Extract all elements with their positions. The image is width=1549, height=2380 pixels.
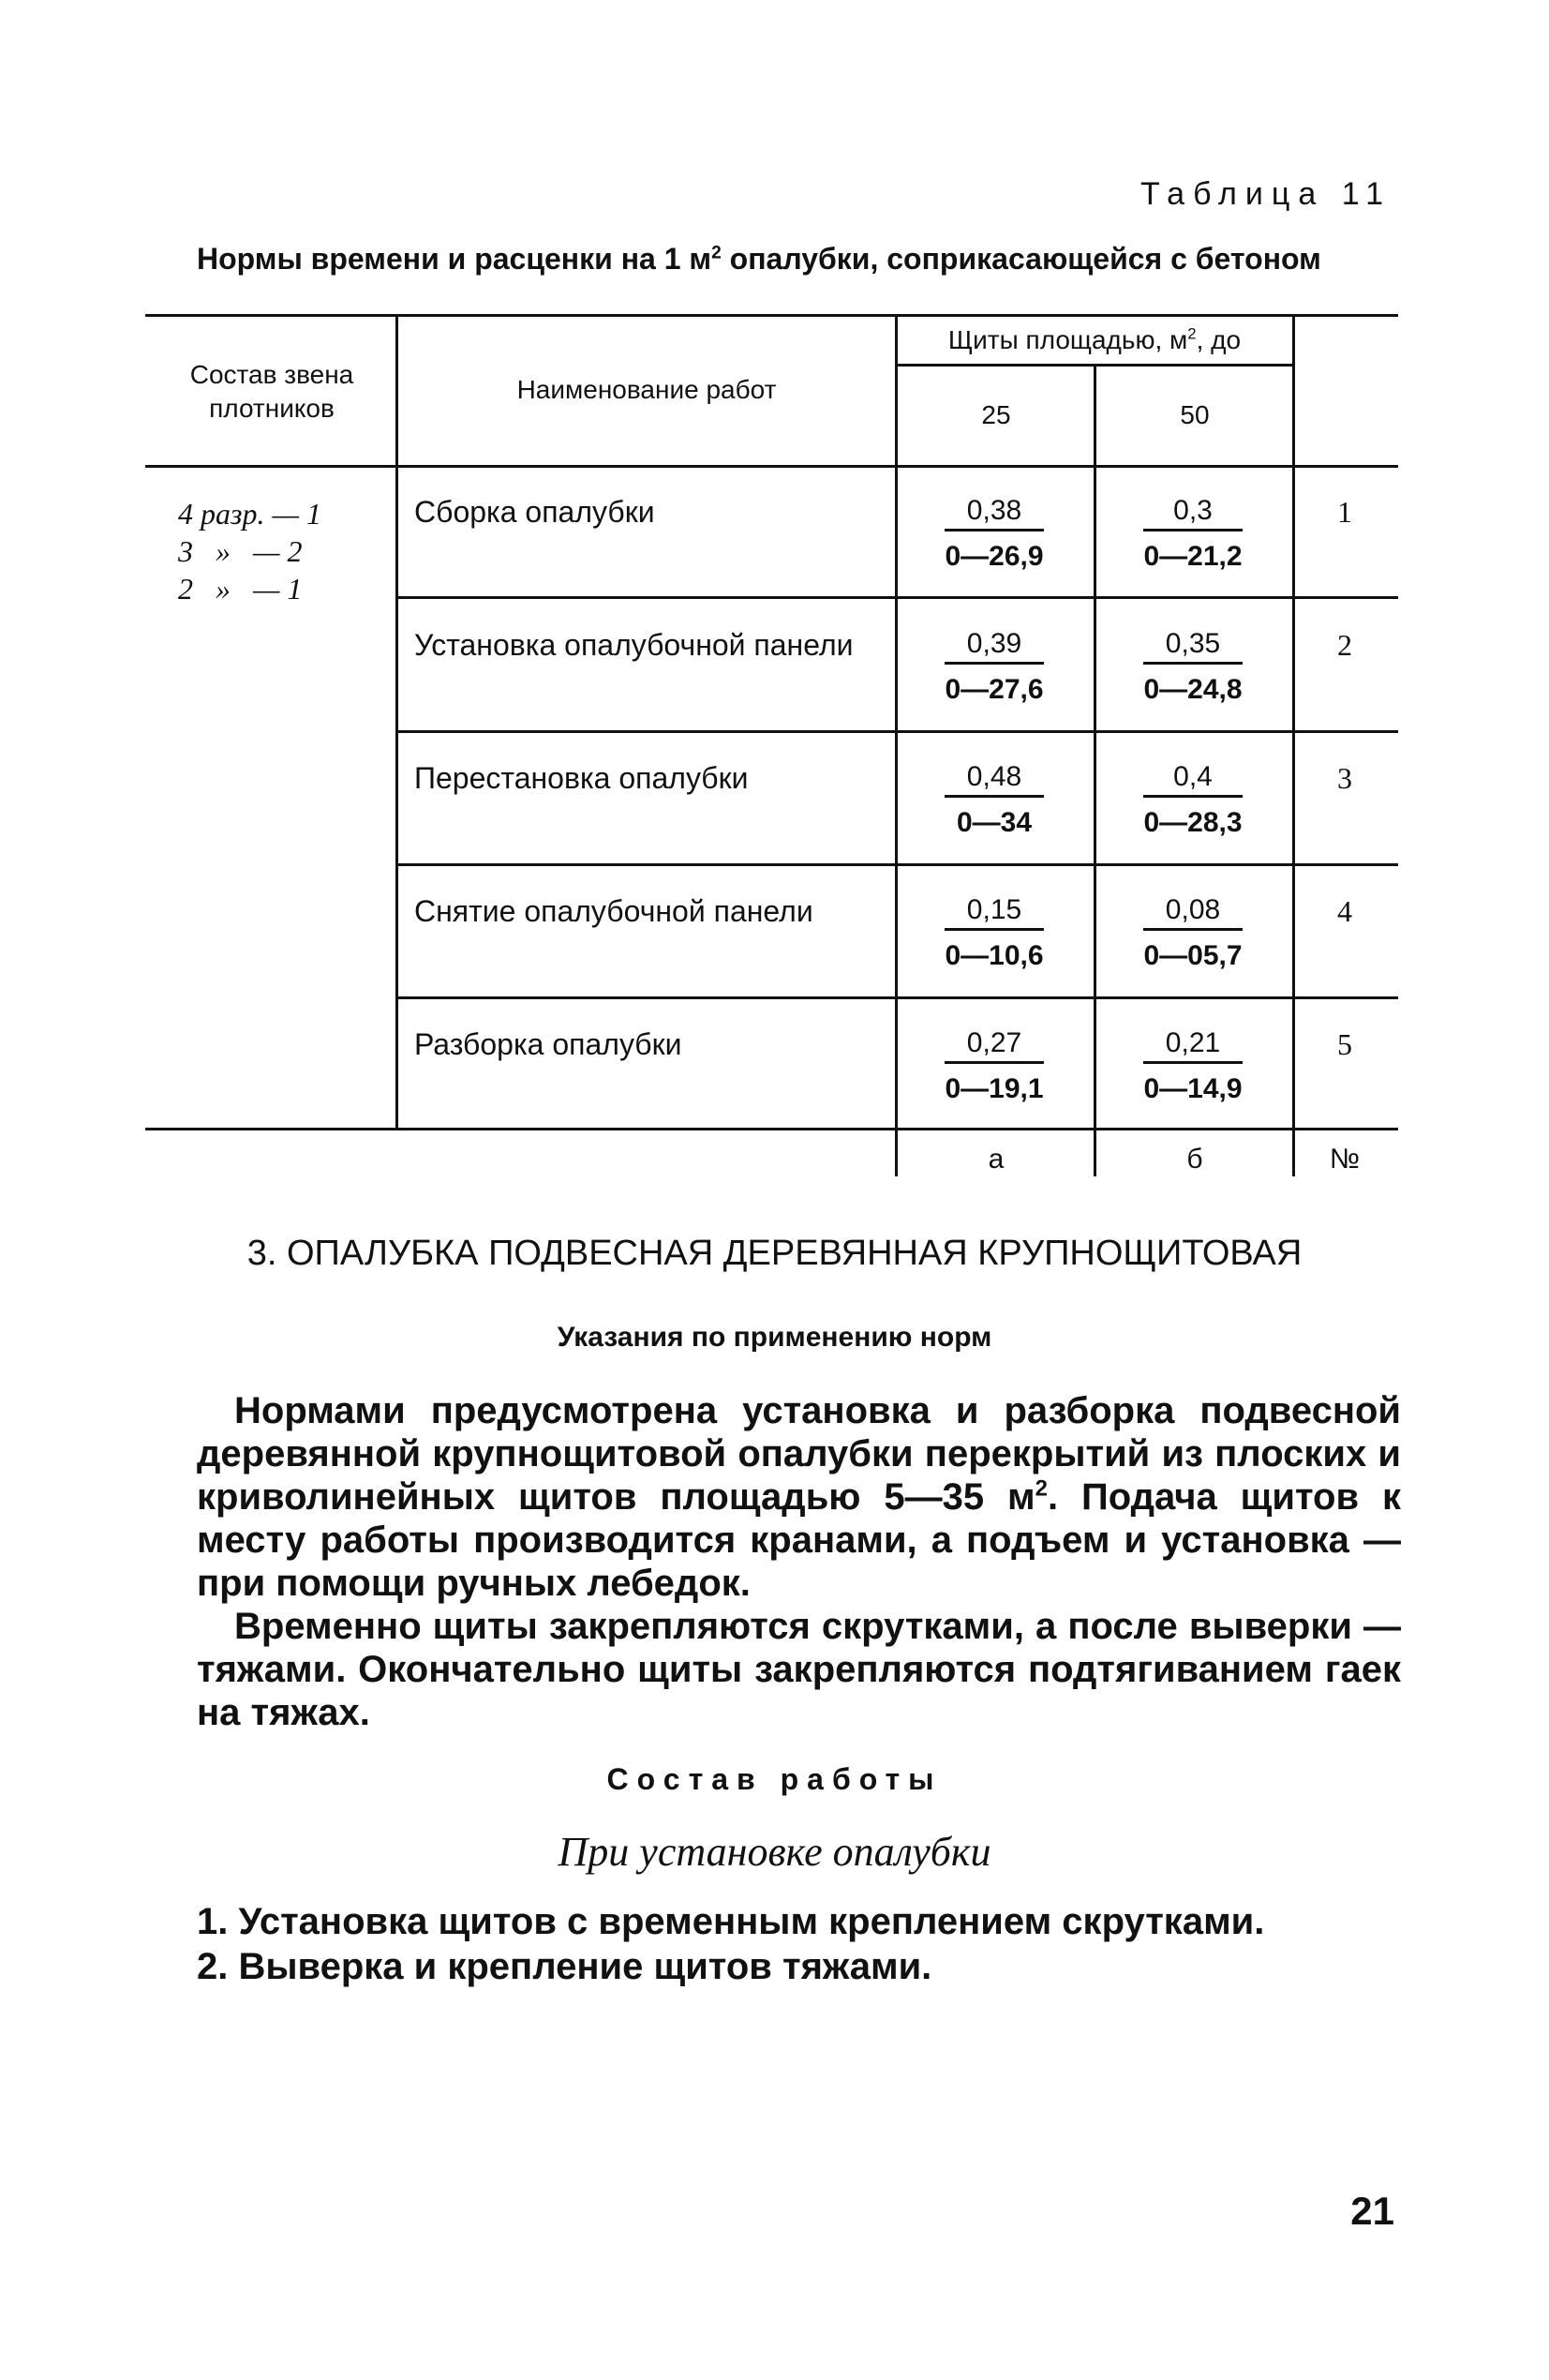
- row-rule: [398, 996, 1398, 999]
- col-rule: [395, 314, 398, 1130]
- page-number: 21: [1350, 2189, 1394, 2233]
- col-rule: [895, 314, 898, 1176]
- header-bottom-rule: [145, 465, 1398, 468]
- step-item: 2. Выверка и крепление щитов тяжами.: [197, 1946, 932, 1987]
- work-name: Установка опалубочной панели: [414, 628, 854, 662]
- row-rule: [398, 596, 1398, 599]
- col-rule: [1094, 364, 1096, 1176]
- price: 0—05,7: [1143, 940, 1243, 971]
- time-norm: 0,21: [1143, 1027, 1243, 1064]
- table-title: [197, 242, 1359, 277]
- row-number: 5: [1337, 1027, 1352, 1061]
- header-crew: Состав звена плотников: [189, 360, 354, 424]
- price: 0—26,9: [945, 541, 1044, 572]
- price: 0—27,6: [945, 674, 1044, 705]
- rate-cell-b: [1099, 894, 1287, 972]
- col-rule: [1292, 314, 1295, 1176]
- crew-line: 2 » — 1: [178, 572, 303, 606]
- work-name: Разборка опалубки: [414, 1027, 682, 1061]
- time-norm: 0,38: [945, 495, 1044, 531]
- header-work: Наименование работ: [516, 375, 777, 404]
- paragraph-text-end: . Подача щитов к месту работы производится кранами, а подъем и установка — при помощи ручных лебедок.: [197, 1476, 1401, 1604]
- work-name: Снятие опалубочной панели: [414, 894, 813, 928]
- table-title-text: Нормы времени и расценки на 1 м: [197, 242, 712, 276]
- row-number: 4: [1337, 894, 1352, 928]
- installation-heading: При установке опалубки: [558, 1829, 991, 1875]
- rate-cell-a: [901, 761, 1088, 839]
- price: 0—24,8: [1143, 674, 1243, 705]
- column-id-b: б: [1186, 1144, 1203, 1175]
- paragraph-text: Нормами предусмотрена установка и разборка подвесной деревянной крупнощитовой опалубки перекрытий из плоских и криволинейных щитов площадью 5—35 м: [197, 1390, 1401, 1518]
- rate-cell-a: [901, 628, 1088, 706]
- table-title-sup: 2: [711, 243, 722, 263]
- step-item: 1. Установка щитов с временным креплением скрутками.: [197, 1901, 1265, 1942]
- rate-cell-a: [901, 495, 1088, 573]
- paragraph: [197, 1389, 1401, 1605]
- time-norm: 0,08: [1143, 894, 1243, 931]
- rate-cell-a: [901, 894, 1088, 972]
- crew-line: 4 разр. — 1: [178, 497, 321, 531]
- section-title: 3. ОПАЛУБКА ПОДВЕСНАЯ ДЕРЕВЯННАЯ КРУПНОЩИТОВАЯ: [246, 1234, 1303, 1273]
- price: 0—19,1: [945, 1073, 1044, 1104]
- crew-line: 3 » — 2: [178, 534, 303, 568]
- time-norm: 0,15: [945, 894, 1044, 931]
- time-norm: 0,4: [1143, 761, 1243, 798]
- time-norm: 0,39: [945, 628, 1044, 665]
- rate-cell-b: [1099, 495, 1287, 573]
- rate-cell-b: [1099, 1027, 1287, 1105]
- paragraph-sup: 2: [1035, 1475, 1048, 1502]
- time-norm: 0,48: [945, 761, 1044, 798]
- time-norm: 0,27: [945, 1027, 1044, 1064]
- price: 0—10,6: [945, 940, 1044, 971]
- column-id-a: а: [988, 1144, 1005, 1175]
- header-shields: [898, 323, 1291, 357]
- price: 0—34: [956, 807, 1033, 838]
- table-top-rule: [145, 314, 1398, 317]
- work-name: Перестановка опалубки: [414, 761, 749, 795]
- header-area-50: 50: [1180, 400, 1210, 429]
- time-norm: 0,35: [1143, 628, 1243, 665]
- rate-cell-b: [1099, 628, 1287, 706]
- header-shields-text: Щиты площадью, м: [947, 325, 1188, 354]
- header-shields-sup: 2: [1187, 324, 1197, 343]
- crew-composition: [178, 495, 321, 607]
- table-label: Таблица 11: [1139, 176, 1392, 212]
- rate-cell-b: [1099, 761, 1287, 839]
- table-bottom-rule: [145, 1128, 1398, 1130]
- row-number: 1: [1337, 495, 1352, 529]
- price: 0—14,9: [1143, 1073, 1243, 1104]
- paragraph: Временно щиты закрепляются скрутками, а после выверки — тяжами. Окончательно щиты закрепляются подтягиванием гаек на тяжах.: [197, 1606, 1401, 1733]
- instructions-title: Указания по применению норм: [557, 1322, 992, 1353]
- row-number: 3: [1337, 761, 1352, 795]
- work-name: Сборка опалубки: [414, 495, 655, 529]
- price: 0—21,2: [1143, 541, 1243, 572]
- time-norm: 0,3: [1143, 495, 1243, 531]
- column-id-num: №: [1329, 1144, 1361, 1175]
- price: 0—28,3: [1143, 807, 1243, 838]
- header-shields-text-end: , до: [1196, 325, 1242, 354]
- work-composition-title: Состав работы: [606, 1762, 943, 1796]
- rate-cell-a: [901, 1027, 1088, 1105]
- row-number: 2: [1337, 628, 1352, 662]
- row-rule: [398, 730, 1398, 733]
- table-title-text-end: опалубки, соприкасающейся с бетоном: [721, 242, 1321, 276]
- header-area-25: 25: [981, 400, 1011, 429]
- row-rule: [398, 863, 1398, 866]
